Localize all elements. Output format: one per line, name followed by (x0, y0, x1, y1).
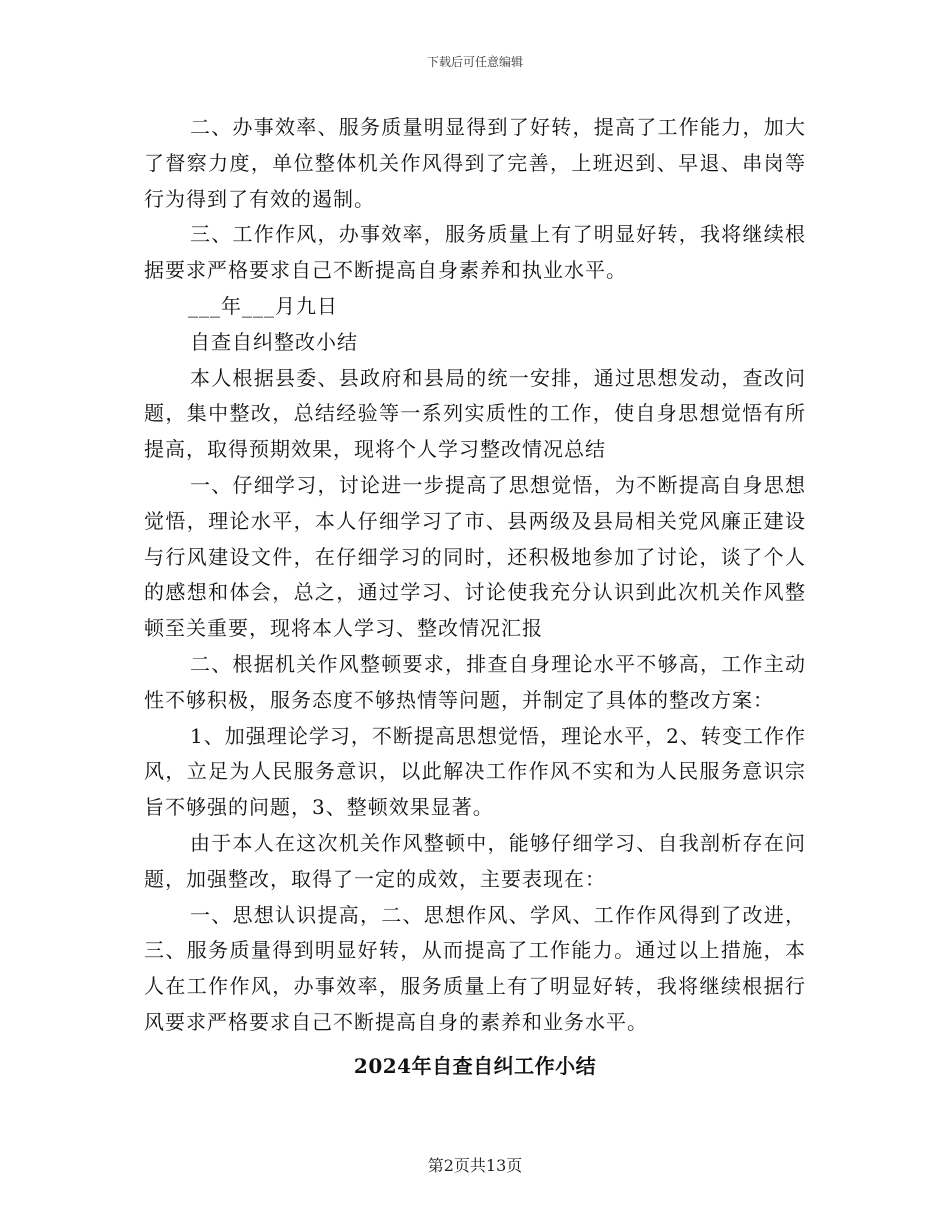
paragraph-results-intro: 由于本人在这次机关作风整顿中，能够仔细学习、自我剖析存在问题，加强整改，取得了一定的成效，主要表现在： (144, 830, 806, 891)
paragraph-study: 一、仔细学习，讨论进一步提高了思想觉悟，为不断提高自身思想觉悟，理论水平，本人仔细学习了市、县两级及县局相关党风廉正建设与行风建设文件，在仔细学习的同时，还积极地参加了讨论，谈了个人的感想和体会，总之，通过学习、讨论使我充分认识到此次机关作风整顿至关重要，现将本人学习、整改情况汇报 (144, 472, 806, 641)
page-header-note: 下载后可任意编辑 (426, 55, 523, 69)
paragraph-measures: 1、加强理论学习，不断提高思想觉悟，理论水平，2、转变工作作风，立足为人民服务意识，以此解决工作作风不实和为人民服务意识宗旨不够强的问题，3、整顿效果显著。 (144, 723, 806, 820)
paragraph-intro: 本人根据县委、县政府和县局的统一安排，通过思想发动，查改问题，集中整改，总结经验等一系列实质性的工作，使自身思想觉悟有所提高，取得预期效果，现将个人学习整改情况总结 (144, 365, 806, 462)
section-subtitle: 自查自纠整改小结 (190, 329, 358, 354)
page-number: 第2页共13页 (427, 1156, 523, 1175)
paragraph-work-style: 三、工作作风，办事效率，服务质量上有了明显好转，我将继续根据要求严格要求自己不断提高自身素养和执业水平。 (144, 222, 806, 283)
paragraph-results: 一、思想认识提高，二、思想作风、学风、工作作风得到了改进，三、服务质量得到明显好转，从而提高了工作能力。通过以上措施，本人在工作作风，办事效率，服务质量上有了明显好转，我将继续根据行风要求严格要求自己不断提高自身的素养和业务水平。 (144, 902, 806, 1034)
paragraph-rectification-plan: 二、根据机关作风整顿要求，排查自身理论水平不够高，工作主动性不够积极，服务态度不够热情等问题，并制定了具体的整改方案： (144, 651, 806, 712)
document-body (144, 110, 806, 1085)
next-section-title: 2024年自查自纠工作小结 (353, 1053, 597, 1078)
date-line: ___年___月九日 (188, 293, 338, 318)
paragraph-efficiency: 二、办事效率、服务质量明显得到了好转，提高了工作能力，加大了督察力度，单位整体机关作风得到了完善，上班迟到、早退、串岗等行为得到了有效的遏制。 (144, 115, 806, 211)
